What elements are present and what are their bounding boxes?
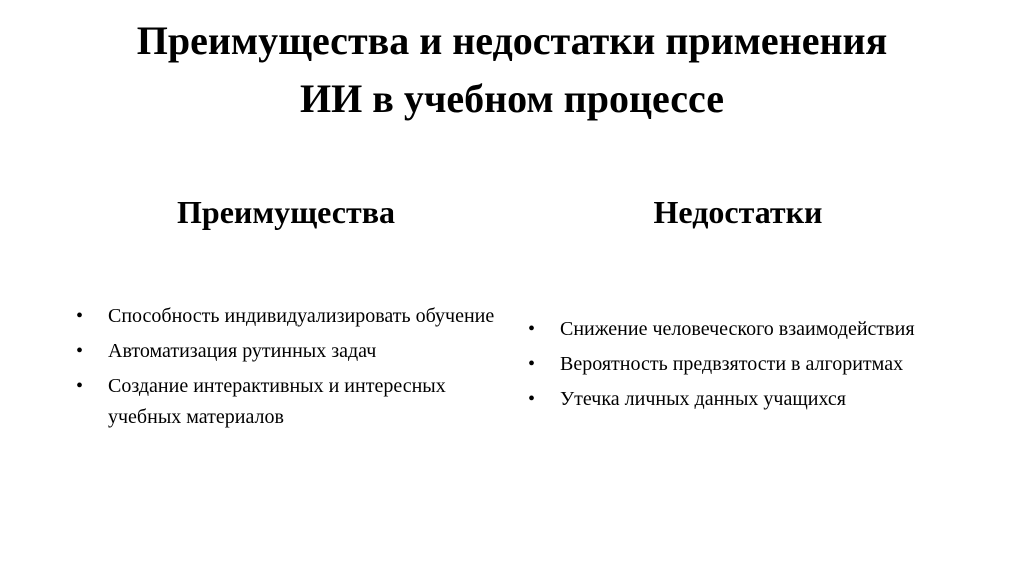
disadvantages-list [528,314,948,419]
advantages-list [76,301,506,437]
list-item [528,314,948,345]
list-item-text: Вероятность предвзятости в алгоритмах [560,353,904,375]
slide-title-line-1: Преимущества и недостатки применения [136,18,888,63]
list-item [528,349,948,380]
list-item-text: Снижение человеческого взаимодействия [560,318,915,340]
list-item-text: Создание интерактивных и интересных учебных материалов [108,375,446,428]
bullet-icon: • [76,340,84,362]
slide-title-line-2: ИИ в учебном процессе [299,76,724,121]
list-item [76,371,506,433]
bullet-icon: • [528,353,536,375]
bullet-icon: • [528,318,536,340]
list-item-text: Способность индивидуализировать обучение [108,305,495,327]
list-item [76,301,506,332]
advantages-heading: Преимущества [177,194,395,230]
list-item [528,384,948,415]
slide-title [0,12,1024,128]
list-item-text: Утечка личных данных учащихся [560,388,846,410]
list-item-text: Автоматизация рутинных задач [108,340,377,362]
list-item [76,336,506,367]
disadvantages-heading: Недостатки [653,194,823,230]
bullet-icon: • [528,388,536,410]
bullet-icon: • [76,375,84,397]
bullet-icon: • [76,305,84,327]
